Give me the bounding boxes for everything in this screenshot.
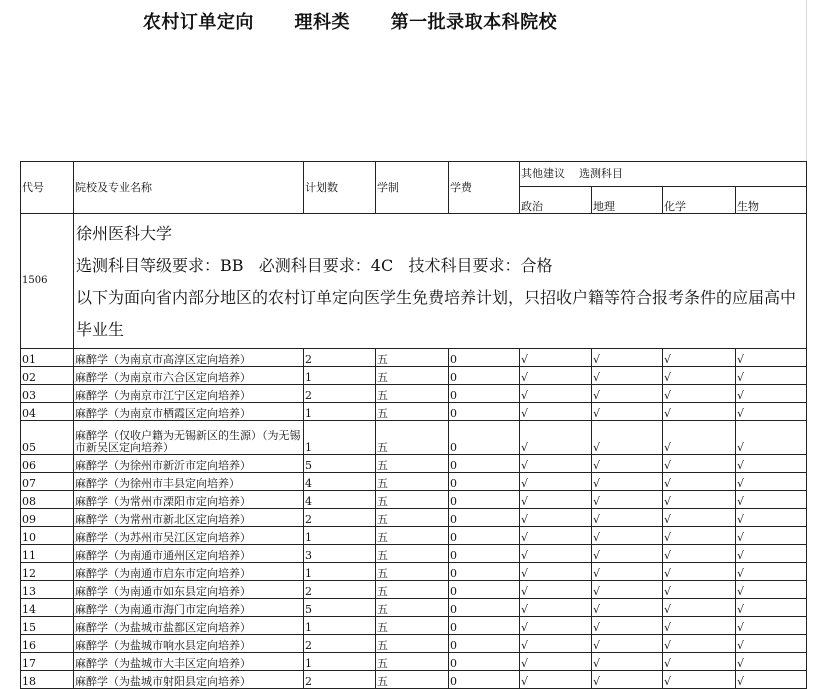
row-code: 10 [21,527,74,545]
row-check-mark: √ [592,617,663,635]
row-plan: 4 [304,491,376,509]
row-plan: 2 [304,671,376,689]
row-check-mark: √ [592,349,663,367]
table-row [21,367,807,385]
row-check-mark: √ [663,421,736,455]
row-check-mark: √ [736,653,807,671]
row-check-mark: √ [736,599,807,617]
row-plan: 1 [304,403,376,421]
row-duration: 五 [376,599,449,617]
row-check-mark: √ [736,617,807,635]
row-check-mark: √ [592,563,663,581]
row-check-mark: √ [663,473,736,491]
row-name: 麻醉学（为盐城市射阳县定向培养） [74,671,304,689]
row-plan: 5 [304,455,376,473]
header-duration: 学制 [376,162,449,214]
row-check-mark: √ [736,367,807,385]
row-name: 麻醉学（为徐州市新沂市定向培养） [74,455,304,473]
row-check-mark: √ [663,491,736,509]
row-check-mark: √ [663,653,736,671]
row-duration: 五 [376,563,449,581]
row-fee: 0 [449,473,520,491]
row-check-mark: √ [736,509,807,527]
row-check-mark: √ [520,385,592,403]
row-check-mark: √ [663,599,736,617]
admission-table [20,161,807,689]
row-check-mark: √ [736,421,807,455]
row-duration: 五 [376,367,449,385]
row-plan: 1 [304,563,376,581]
row-check-mark: √ [592,385,663,403]
row-name: 麻醉学（仅收户籍为无锡新区的生源）（为无锡市新吴区定向培养） [74,421,304,455]
row-check-mark: √ [663,385,736,403]
row-plan: 2 [304,509,376,527]
row-name: 麻醉学（为南京市高淳区定向培养） [74,349,304,367]
row-check-mark: √ [520,473,592,491]
row-name: 麻醉学（为徐州市丰县定向培养） [74,473,304,491]
row-code: 17 [21,653,74,671]
row-check-mark: √ [736,349,807,367]
row-check-mark: √ [592,599,663,617]
row-check-mark: √ [520,599,592,617]
header-other: 其他建议 选测科目 [520,162,807,187]
row-check-mark: √ [520,545,592,563]
row-check-mark: √ [736,385,807,403]
row-check-mark: √ [520,671,592,689]
table-row [21,563,807,581]
row-name: 麻醉学（为南京市江宁区定向培养） [74,385,304,403]
row-name: 麻醉学（为南通市如东县定向培养） [74,581,304,599]
row-check-mark: √ [736,491,807,509]
row-check-mark: √ [663,509,736,527]
row-fee: 0 [449,421,520,455]
row-duration: 五 [376,581,449,599]
header-plan: 计划数 [304,162,376,214]
row-check-mark: √ [736,545,807,563]
table-row [21,545,807,563]
row-check-mark: √ [663,635,736,653]
row-check-mark: √ [592,367,663,385]
row-check-mark: √ [592,635,663,653]
row-check-mark: √ [520,653,592,671]
row-plan: 2 [304,635,376,653]
row-fee: 0 [449,491,520,509]
row-fee: 0 [449,581,520,599]
row-check-mark: √ [592,581,663,599]
row-check-mark: √ [520,635,592,653]
table-row [21,385,807,403]
row-fee: 0 [449,671,520,689]
row-check-mark: √ [592,671,663,689]
row-name: 麻醉学（为盐城市盐都区定向培养） [74,617,304,635]
row-check-mark: √ [592,545,663,563]
row-code: 11 [21,545,74,563]
row-duration: 五 [376,509,449,527]
row-fee: 0 [449,455,520,473]
row-duration: 五 [376,455,449,473]
row-duration: 五 [376,473,449,491]
row-plan: 2 [304,385,376,403]
row-check-mark: √ [663,527,736,545]
header-subject-politics: 政治 [520,187,592,214]
page-title: 农村订单定向 理科类 第一批录取本科院校 [142,12,558,33]
table-row [21,421,807,455]
row-check-mark: √ [736,455,807,473]
table-row [21,599,807,617]
school-code: 1506 [21,214,74,349]
row-duration: 五 [376,385,449,403]
row-code: 01 [21,349,74,367]
table-row [21,491,807,509]
row-plan: 2 [304,349,376,367]
row-duration: 五 [376,653,449,671]
header-subject-biology: 生物 [736,187,807,214]
row-fee: 0 [449,617,520,635]
row-name: 麻醉学（为苏州市吴江区定向培养） [74,527,304,545]
row-check-mark: √ [520,367,592,385]
row-check-mark: √ [520,509,592,527]
table-row [21,617,807,635]
row-duration: 五 [376,617,449,635]
table-row [21,473,807,491]
row-name: 麻醉学（为常州市新北区定向培养） [74,509,304,527]
row-fee: 0 [449,599,520,617]
row-fee: 0 [449,653,520,671]
row-check-mark: √ [736,671,807,689]
row-plan: 1 [304,367,376,385]
row-duration: 五 [376,403,449,421]
row-name: 麻醉学（为常州市溧阳市定向培养） [74,491,304,509]
row-check-mark: √ [592,527,663,545]
row-check-mark: √ [520,349,592,367]
row-fee: 0 [449,509,520,527]
row-fee: 0 [449,367,520,385]
row-check-mark: √ [736,563,807,581]
row-duration: 五 [376,671,449,689]
table-row [21,527,807,545]
row-name: 麻醉学（为南通市启东市定向培养） [74,563,304,581]
table-row [21,509,807,527]
row-fee: 0 [449,545,520,563]
row-check-mark: √ [520,455,592,473]
table-row [21,581,807,599]
row-plan: 1 [304,527,376,545]
row-fee: 0 [449,635,520,653]
row-code: 13 [21,581,74,599]
row-plan: 3 [304,545,376,563]
row-check-mark: √ [736,473,807,491]
row-code: 14 [21,599,74,617]
row-plan: 1 [304,421,376,455]
row-check-mark: √ [663,563,736,581]
header-fee: 学费 [449,162,520,214]
row-name: 麻醉学（为南通市通州区定向培养） [74,545,304,563]
row-check-mark: √ [520,581,592,599]
row-duration: 五 [376,349,449,367]
row-check-mark: √ [663,581,736,599]
row-check-mark: √ [663,545,736,563]
row-check-mark: √ [520,491,592,509]
school-note: 以下为面向省内部分地区的农村订单定向医学生免费培养计划，只招收户籍等符合报考条件的应届高中毕业生 [76,288,797,339]
row-name: 麻醉学（为南京市栖霞区定向培养） [74,403,304,421]
row-duration: 五 [376,527,449,545]
table-row [21,349,807,367]
row-check-mark: √ [592,653,663,671]
row-code: 04 [21,403,74,421]
row-check-mark: √ [592,403,663,421]
row-code: 09 [21,509,74,527]
row-fee: 0 [449,563,520,581]
row-check-mark: √ [520,563,592,581]
row-fee: 0 [449,527,520,545]
table-row [21,653,807,671]
school-requirement: 选测科目等级要求：BB 必测科目要求：4C 技术科目要求：合格 [76,256,553,275]
row-check-mark: √ [592,491,663,509]
row-check-mark: √ [663,367,736,385]
row-duration: 五 [376,421,449,455]
row-code: 18 [21,671,74,689]
school-name: 徐州医科大学 [76,224,173,243]
row-code: 08 [21,491,74,509]
row-code: 03 [21,385,74,403]
row-code: 05 [21,421,74,455]
row-duration: 五 [376,491,449,509]
row-check-mark: √ [663,671,736,689]
row-check-mark: √ [663,455,736,473]
row-name: 麻醉学（为盐城市响水县定向培养） [74,635,304,653]
row-code: 07 [21,473,74,491]
table-row [21,455,807,473]
row-check-mark: √ [663,403,736,421]
table-row [21,403,807,421]
row-name: 麻醉学（为南京市六合区定向培养） [74,367,304,385]
row-check-mark: √ [663,349,736,367]
row-code: 16 [21,635,74,653]
row-check-mark: √ [736,527,807,545]
row-check-mark: √ [592,473,663,491]
row-code: 12 [21,563,74,581]
row-name: 麻醉学（为盐城市大丰区定向培养） [74,653,304,671]
row-check-mark: √ [520,421,592,455]
row-fee: 0 [449,349,520,367]
row-plan: 2 [304,581,376,599]
table-row [21,635,807,653]
row-fee: 0 [449,403,520,421]
row-duration: 五 [376,635,449,653]
row-check-mark: √ [520,617,592,635]
row-check-mark: √ [520,527,592,545]
row-check-mark: √ [592,509,663,527]
row-plan: 4 [304,473,376,491]
row-check-mark: √ [736,635,807,653]
row-name: 麻醉学（为南通市海门市定向培养） [74,599,304,617]
row-plan: 5 [304,599,376,617]
row-check-mark: √ [736,403,807,421]
school-info [74,214,807,349]
header-name: 院校及专业名称 [74,162,304,214]
row-plan: 1 [304,653,376,671]
row-check-mark: √ [592,421,663,455]
row-check-mark: √ [736,581,807,599]
row-plan: 1 [304,617,376,635]
row-fee: 0 [449,385,520,403]
row-check-mark: √ [592,455,663,473]
row-code: 15 [21,617,74,635]
header-code: 代号 [21,162,74,214]
row-code: 06 [21,455,74,473]
row-check-mark: √ [663,617,736,635]
header-subject-chemistry: 化学 [663,187,736,214]
row-code: 02 [21,367,74,385]
row-duration: 五 [376,545,449,563]
header-subject-geography: 地理 [592,187,663,214]
row-check-mark: √ [520,403,592,421]
